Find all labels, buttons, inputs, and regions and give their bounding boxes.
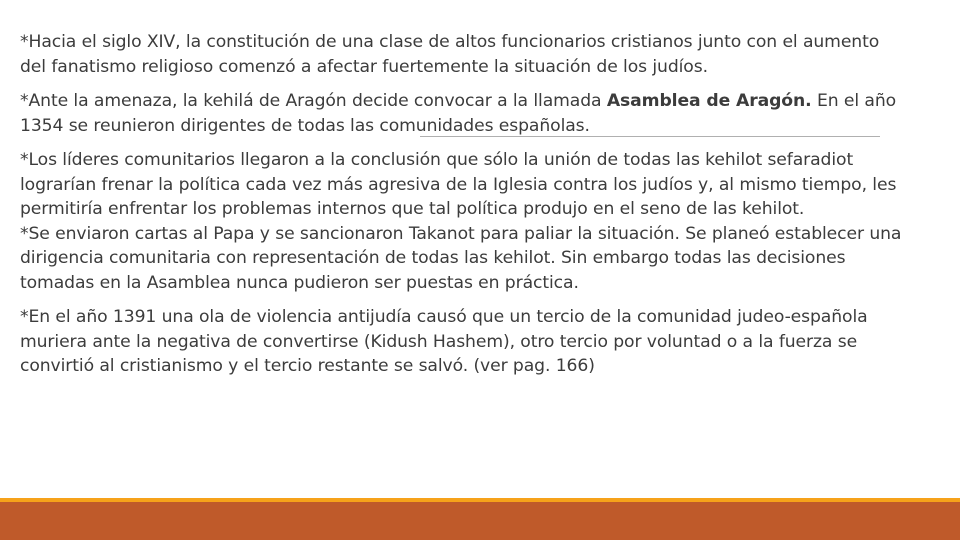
- slide-body: [20, 30, 910, 379]
- paragraph-1: *Hacia el siglo XIV, la constitución de una clase de altos funcionarios cristianos junto con el aumento del fanatismo religioso comenzó a afectar fuertemente la situación de los judíos.: [20, 32, 880, 77]
- paragraph-2: [20, 89, 910, 138]
- paragraph-4: *Se enviaron cartas al Papa y se sancionaron Takanot para paliar la situación. Se planeó establecer una dirigencia comunitaria con representación de todas las kehilot. Sin embargo todas las decisiones tomadas en la Asamblea nunca pudieron ser puestas en práctica.: [20, 223, 902, 293]
- paragraph-5: *En el año 1391 una ola de violencia antijudía causó que un tercio de la comunidad judeo-española muriera ante la negativa de convertirse (Kidush Hashem), otro tercio por voluntad o a la fuerza se convirtió al cristianismo y el tercio restante se salvó. (ver pag. 166): [20, 307, 868, 376]
- paragraph-3: *Los líderes comunitarios llegaron a la conclusión que sólo la unión de todas las kehilot sefaradiot lograrían frenar la política cada vez más agresiva de la Iglesia contra los judíos y, al mismo tiempo, les permitiría enfrentar los problemas internos que tal política produjo en el seno de las kehilot.: [20, 150, 897, 219]
- footer-band: [0, 502, 960, 540]
- paragraph-2-rest: En el año 1354 se reunieron dirigentes de todas las comunidades españolas.: [20, 91, 897, 136]
- divider-line: [420, 136, 880, 137]
- asamblea-de-aragon-bold: Asamblea de Aragón.: [606, 91, 812, 111]
- paragraph-2-intro: *Ante la amenaza, la kehilá de Aragón decide convocar a la llamada: [20, 91, 607, 111]
